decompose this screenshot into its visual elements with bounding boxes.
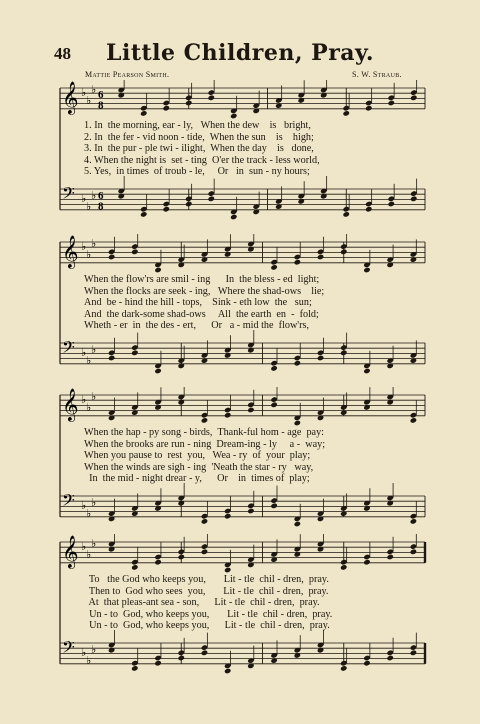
lyrics-block bbox=[84, 427, 424, 485]
treble-clef-icon: 𝄞 bbox=[62, 81, 79, 114]
note-head bbox=[410, 650, 417, 656]
note-head bbox=[363, 660, 370, 666]
flat-icon: ♭ bbox=[91, 189, 97, 202]
note-head bbox=[201, 650, 208, 656]
note-head bbox=[294, 259, 301, 265]
flat-icon: ♭ bbox=[91, 390, 97, 403]
note-head bbox=[201, 518, 208, 524]
lyric-line: Un - to God, who keeps you, Lit - tle chil - dren, pray. bbox=[84, 620, 330, 632]
flat-icon: ♭ bbox=[81, 240, 87, 253]
note-head bbox=[108, 355, 115, 361]
note-head bbox=[363, 368, 370, 374]
lyric-line: 5. Yes, in times of troub - le, Or in sun - ny hours; bbox=[84, 166, 310, 178]
flat-icon: ♭ bbox=[91, 237, 97, 250]
flat-icon: ♭ bbox=[81, 499, 87, 512]
page-number: 48 bbox=[54, 44, 71, 63]
bass-clef-icon: 𝄢 bbox=[62, 337, 75, 361]
flat-icon: ♭ bbox=[81, 192, 87, 205]
note-head bbox=[410, 518, 417, 524]
time-signature-top: 6 bbox=[98, 190, 104, 202]
note-head bbox=[185, 201, 192, 207]
note-head bbox=[410, 95, 417, 101]
note-head bbox=[363, 559, 370, 565]
lyric-line: 1. In the morning, ear - ly, When the dew is bright, bbox=[84, 120, 311, 131]
note-head bbox=[294, 521, 301, 527]
composer-credit: S. W. Straub. bbox=[352, 70, 402, 79]
treble-clef-icon: 𝄞 bbox=[62, 388, 79, 421]
flat-icon: ♭ bbox=[86, 200, 92, 213]
flat-icon: ♭ bbox=[81, 393, 87, 406]
note-head bbox=[224, 668, 231, 674]
lyric-line: 4. When the night is set - ting O'er the track - less world, bbox=[84, 154, 320, 166]
lyrics-block bbox=[84, 120, 424, 178]
note-head bbox=[201, 549, 208, 555]
note-head bbox=[154, 368, 161, 374]
flat-icon: ♭ bbox=[86, 401, 92, 414]
bass-clef-icon: 𝄢 bbox=[62, 637, 75, 661]
lyric-line: And be - hind the hill - tops, Sink - eth low the sun; bbox=[84, 297, 312, 309]
note-head bbox=[163, 206, 170, 212]
lyric-line: Wheth - er in the des - ert, Or a - mid the flow'rs, bbox=[84, 320, 310, 332]
time-signature-bottom: 8 bbox=[98, 200, 104, 213]
note-head bbox=[343, 110, 350, 116]
note-head bbox=[185, 100, 192, 106]
flat-icon: ♭ bbox=[91, 496, 97, 509]
flat-icon: ♭ bbox=[86, 654, 92, 667]
note-head bbox=[410, 417, 417, 423]
flat-icon: ♭ bbox=[91, 643, 97, 656]
note-head bbox=[131, 350, 138, 356]
note-head bbox=[294, 420, 301, 426]
flat-icon: ♭ bbox=[81, 86, 87, 99]
bass-clef-icon: 𝄢 bbox=[62, 490, 75, 514]
note-head bbox=[270, 365, 277, 371]
flat-icon: ♭ bbox=[91, 83, 97, 96]
lyric-line: And the dark-some shad-ows All the earth en - fold; bbox=[84, 308, 319, 320]
note-head bbox=[270, 402, 277, 408]
flat-icon: ♭ bbox=[91, 537, 97, 550]
treble-clef-icon: 𝄞 bbox=[62, 235, 79, 268]
flat-icon: ♭ bbox=[91, 343, 97, 356]
note-head bbox=[388, 201, 395, 207]
lyric-line: At that pleas-ant sea - son, Lit - tle chil - dren, pray. bbox=[84, 597, 320, 609]
flat-icon: ♭ bbox=[81, 346, 87, 359]
note-head bbox=[270, 264, 277, 270]
note-head bbox=[317, 254, 324, 260]
treble-clef-icon: 𝄞 bbox=[62, 535, 79, 568]
lyric-line: To the God who keeps you, Lit - tle chil - dren, pray. bbox=[84, 574, 329, 585]
note-head bbox=[365, 105, 372, 111]
note-head bbox=[224, 513, 231, 519]
flat-icon: ♭ bbox=[81, 540, 87, 553]
note-head bbox=[410, 196, 417, 202]
note-head bbox=[410, 549, 417, 555]
note-head bbox=[317, 355, 324, 361]
note-head bbox=[247, 407, 254, 413]
note-head bbox=[224, 412, 231, 418]
lyric-line: When the brooks are run - ning Dream-ing - ly a - way; bbox=[84, 438, 326, 450]
lyrics-block bbox=[84, 274, 424, 332]
note-head bbox=[201, 417, 208, 423]
note-head bbox=[230, 113, 237, 119]
note-head bbox=[386, 655, 393, 661]
note-head bbox=[294, 360, 301, 366]
hymn-title: Little Children, Pray. bbox=[106, 40, 374, 66]
note-head bbox=[365, 206, 372, 212]
lyric-line: When the flocks are seek - ing, Where the shad-ows lie; bbox=[84, 285, 325, 297]
lyricist-credit: Mattie Pearson Smith. bbox=[85, 70, 170, 79]
note-head bbox=[208, 196, 215, 202]
note-head bbox=[131, 665, 138, 671]
note-head bbox=[178, 655, 185, 661]
lyric-line: Un - to God, who keeps you, Lit - tle chil - dren, pray. bbox=[84, 608, 333, 620]
time-signature-bottom: 8 bbox=[98, 99, 104, 112]
flat-icon: ♭ bbox=[86, 548, 92, 561]
note-head bbox=[208, 95, 215, 101]
lyric-line: 2. In the fer - vid noon - tide, When the sun is high; bbox=[84, 131, 314, 143]
flat-icon: ♭ bbox=[86, 94, 92, 107]
note-head bbox=[340, 564, 347, 570]
lyric-line: When the hap - py song - birds, Thank-ful hom - age pay: bbox=[84, 427, 325, 438]
bass-clef-icon: 𝄢 bbox=[62, 183, 75, 207]
lyric-line: In the mid - night drear - y, Or in times of play; bbox=[84, 473, 310, 485]
note-head bbox=[388, 100, 395, 106]
note-head bbox=[154, 559, 161, 565]
note-head bbox=[140, 110, 147, 116]
note-head bbox=[163, 105, 170, 111]
flat-icon: ♭ bbox=[86, 507, 92, 520]
note-head bbox=[230, 214, 237, 220]
note-head bbox=[386, 554, 393, 560]
lyric-line: When the winds are sigh - ing 'Neath the star - ry way, bbox=[84, 461, 314, 473]
note-head bbox=[343, 211, 350, 217]
note-head bbox=[247, 508, 254, 514]
note-head bbox=[178, 554, 185, 560]
note-head bbox=[140, 211, 147, 217]
note-head bbox=[154, 660, 161, 666]
lyric-line: 3. In the pur - ple twi - ilight, When the day is done, bbox=[84, 143, 314, 155]
note-head bbox=[131, 249, 138, 255]
note-head bbox=[270, 503, 277, 509]
note-head bbox=[340, 665, 347, 671]
flat-icon: ♭ bbox=[86, 248, 92, 261]
flat-icon: ♭ bbox=[81, 646, 87, 659]
note-head bbox=[108, 254, 115, 260]
flat-icon: ♭ bbox=[86, 354, 92, 367]
note-head bbox=[154, 267, 161, 273]
note-head bbox=[340, 249, 347, 255]
note-head bbox=[131, 564, 138, 570]
lyric-line: When you pause to rest you, Wea - ry of your play; bbox=[84, 450, 311, 462]
time-signature-top: 6 bbox=[98, 89, 104, 101]
note-head bbox=[224, 567, 231, 573]
lyrics-block bbox=[84, 574, 424, 632]
lyric-line: When the flow'rs are smil - ing In the bless - ed light; bbox=[84, 274, 320, 285]
lyric-line: Then to God who sees you, Lit - tle chil - dren, pray. bbox=[84, 585, 329, 597]
note-head bbox=[340, 350, 347, 356]
note-head bbox=[363, 267, 370, 273]
